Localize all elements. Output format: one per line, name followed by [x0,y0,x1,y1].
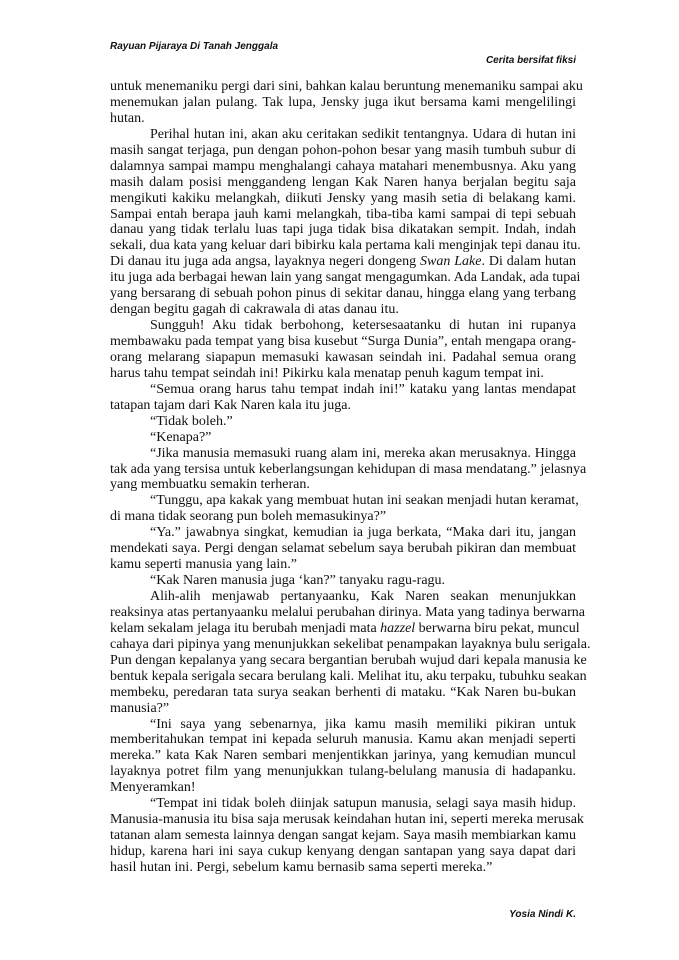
running-header-title: Rayuan Pijaraya Di Tanah Jenggala [110,41,279,52]
text-line: “Tempat ini tidak boleh diinjak satupun manusia, selagi saya masih hidup. [150,796,576,812]
running-header-genre: Cerita bersifat fiksi [485,55,576,66]
text-line: mereka.” kata Kak Naren sembari menjentikkan jarinya, yang kemudian muncul [110,748,576,764]
text-line: hasil hutan ini. Pergi, sebelum kamu bernasib sama seperti mereka.” [110,859,493,875]
text-line: menemukan jalan pulang. Tak lupa, Jensky juga ikut bersama kami mengelilingi [110,94,576,110]
text-line: membawaku pada tempat yang bisa kusebut “Surga Dunia”, entah mengapa orang- [110,334,576,349]
text-line: membeku, peredaran tata surya seakan berhenti di mataku. “Kak Naren bu-bukan [110,684,576,700]
text-line: tak ada yang tersisa untuk keberlangsungan kehidupan di masa mendatang.” jelasnya [110,461,587,477]
text-line: masih sangat terjaga, pun dengan pohon-pohon besar yang masih tumbuh subur di [110,142,576,158]
text-line: tatanan alam semesta lainnya dengan sangat kejam. Saya masih membiarkan kamu [110,828,576,844]
text-line: hidup, karena hari ini saya cukup kenyang dengan santapan yang saya dapat dari [110,844,576,859]
text-line: mengikuti kakiku melangkah, diikuti Jensky yang masih setia di belakang kami. [110,190,576,206]
text-line: yang membuatku semakin terheran. [110,477,310,493]
text-line [110,254,576,270]
text-line: di mana tidak seorang pun boleh memasukinya?” [110,509,387,525]
text-line: itu juga ada berbagai hewan lain yang sangat mengagumkan. Ada Landak, ada tupai [110,270,581,286]
text-line: dalamnya sampai mampu menghalangi cahaya matahari menembusnya. Aku yang [110,158,576,174]
text-line: “Tunggu, apa kakak yang membuat hutan ini seakan menjadi hutan keramat, [150,493,579,509]
text-line: “Ya.” jawabnya singkat, kemudian ia juga berkata, “Maka dari itu, jangan [150,525,576,541]
text-line: memberitahukan tempat ini kepada seluruh manusia. Kamu akan menjadi seperti [110,732,576,748]
text-line: “Ini saya yang sebenarnya, jika kamu masih memiliki pikiran untuk [150,716,576,732]
text-line: Perihal hutan ini, akan aku ceritakan sedikit tentangnya. Udara di hutan ini [150,126,576,142]
text-segment: . Di dalam hutan [481,254,576,270]
text-segment: Di danau itu juga ada angsa, layaknya negeri dongeng [110,254,420,270]
paragraph [110,445,587,494]
author-footer: Yosia Nindi K. [509,909,576,920]
paragraph [110,717,576,797]
text-line: masih dalam posisi menggandeng lengan Kak Naren hanya berjalan begitu saja [110,174,576,190]
text-line: “Kenapa?” [150,429,212,445]
paragraph [110,382,576,414]
text-line: Sampai entah berapa jauh kami melangkah, tiba-tiba kami sampai di tepi sebuah [110,206,576,222]
text-line: untuk menemaniku pergi dari sini, bahkan kalau beruntung menemaniku sampai aku [110,79,583,94]
paragraph [110,573,576,589]
text-line: Sungguh! Aku tidak berbohong, ketersesaatanku di hutan ini rupanya [150,318,576,334]
paragraph [110,79,583,127]
text-line: danau yang tidak terlalu luas tapi juga tidak bisa dikatakan sempit. Indah, indah [110,222,576,238]
paragraph [110,126,581,318]
text-line: yang bersarang di sebuah pohon pinus di sekitar danau, hingga elang yang terbang [110,286,576,302]
text-line: dengan begitu gagah di cakrawala di atas danau itu. [110,302,399,318]
text-line: “Tidak boleh.” [150,413,233,429]
text-line: “Jika manusia memasuki ruang alam ini, mereka akan merusaknya. Hingga [150,445,576,461]
paragraph [110,318,576,382]
paragraph [110,589,591,717]
text-line: layaknya potret film yang menunjukkan tulang-belulang manusia di hadapanku. [110,764,576,780]
text-line: manusia?” [110,700,170,716]
text-line: mendekati saya. Pergi dengan selamat sebelum saya berubah pikiran dan membuat [110,541,576,557]
text-line: cahaya dari pipinya yang menunjukkan sekelibat penampakan layaknya bulu serigala. [110,636,591,652]
paragraph [110,525,576,573]
story-body [110,79,591,876]
text-line: tatapan tajam dari Kak Naren kala itu juga. [110,397,352,413]
text-line: Manusia-manusia itu bisa saja merusak keindahan hutan ini, seperti mereka merusak [110,812,584,828]
text-line: sekali, dua kata yang keluar dari bibirku kala pertama kali menginjak tepi danau itu. [110,238,581,254]
text-line: orang melarang siapapun memasuki kawasan seindah ini. Padahal semua orang [110,349,576,365]
paragraph [110,414,576,430]
text-line: hutan. [110,110,145,126]
text-line [110,620,580,637]
text-line: harus tahu tempat seindah ini! Pikirku kala menatap penuh kagum tempat ini. [110,365,544,381]
italic-title: hazzel [380,620,416,636]
paragraph [110,493,579,525]
text-line: kamu seperti manusia yang lain.” [110,557,297,573]
text-segment: berwarna biru pekat, muncul [415,620,580,636]
text-line: “Kak Naren manusia juga ‘kan?” tanyaku ragu-ragu. [150,573,446,589]
text-segment: kelam sekalam jelaga itu berubah menjadi mata [110,620,381,636]
text-line: reaksinya atas pertanyaanku melalui perubahan dirinya. Mata yang tadinya berwarna [110,604,586,620]
paragraph [110,796,584,876]
italic-title: Swan Lake [420,254,482,270]
text-line: Menyeramkan! [110,780,196,796]
paragraph [110,430,576,446]
text-line: Alih-alih menjawab pertanyaanku, Kak Naren seakan menunjukkan [150,589,576,604]
text-line: bentuk kepala serigala secara berulang kali. Melihat itu, aku terpaku, tubuhku seakan [110,668,587,684]
text-line: Pun dengan kepalanya yang secara bergantian berubah wujud dari kepala manusia ke [110,652,587,668]
text-line: “Semua orang harus tahu tempat indah ini!” kataku yang lantas mendapat [150,381,576,397]
